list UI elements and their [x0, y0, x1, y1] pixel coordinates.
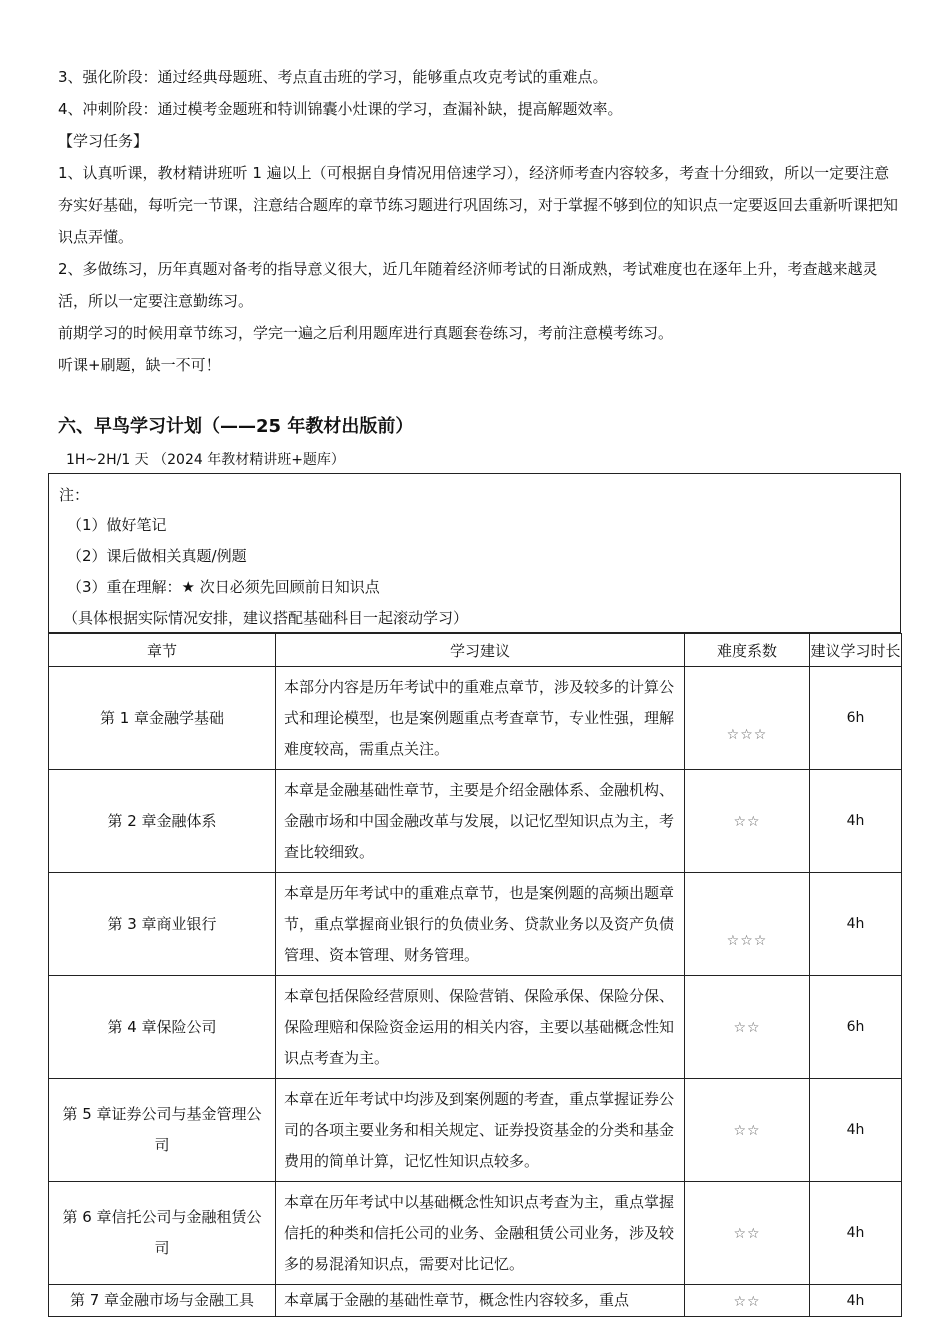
difficulty-stars: ☆☆: [733, 1226, 761, 1242]
hours-cell: 4h: [810, 873, 902, 976]
paragraph-stage-3: 3、强化阶段：通过经典母题班、考点直击班的学习，能够重点攻克考试的重难点。: [58, 68, 608, 86]
study-plan-table: [48, 633, 902, 1317]
table-row: [49, 1285, 902, 1317]
difficulty-stars: ☆☆: [733, 1123, 761, 1139]
difficulty-stars: ☆☆: [733, 1293, 761, 1310]
difficulty-stars: ☆☆☆: [726, 727, 768, 743]
chapter-cell: 第 5 章证券公司与基金管理公司: [49, 1079, 276, 1182]
header-chapter: 章节: [49, 634, 276, 667]
difficulty-stars: ☆☆☆: [726, 933, 768, 949]
chapter-cell: 第 1 章金融学基础: [49, 667, 276, 770]
note-item: （3）重在理解：★ 次日必须先回顾前日知识点: [67, 578, 380, 596]
advice-cell: 本章在历年考试中以基础概念性知识点考查为主，重点掌握信托的种类和信托公司的业务、金融租赁公司业务，涉及较多的易混淆知识点，需要对比记忆。: [276, 1182, 685, 1285]
hours-cell: 4h: [810, 1182, 902, 1285]
table-row: [49, 873, 902, 976]
note-item: （1）做好笔记: [67, 516, 167, 534]
chapter-cell: 第 3 章商业银行: [49, 873, 276, 976]
advice-cell: 本章包括保险经营原则、保险营销、保险承保、保险分保、保险理赔和保险资金运用的相关内容，主要以基础概念性知识点考查为主。: [276, 976, 685, 1079]
table-row: [49, 770, 902, 873]
section-subtitle: 1H~2H/1 天 （2024 年教材精讲班+题库）: [66, 452, 345, 468]
table-row: [49, 1079, 902, 1182]
chapter-cell: 第 6 章信托公司与金融租赁公司: [49, 1182, 276, 1285]
difficulty-cell: [685, 873, 810, 976]
chapter-cell: 第 7 章金融市场与金融工具: [49, 1285, 276, 1317]
table-header-row: [49, 634, 902, 667]
chapter-cell: 第 4 章保险公司: [49, 976, 276, 1079]
difficulty-cell: [685, 770, 810, 873]
note-item: （具体根据实际情况安排，建议搭配基础科目一起滚动学习）: [63, 609, 469, 627]
hours-cell: 4h: [810, 1079, 902, 1182]
advice-cell: 本章在近年考试中均涉及到案例题的考查，重点掌握证券公司的各项主要业务和相关规定、证券投资基金的分类和基金费用的简单计算，记忆性知识点较多。: [276, 1079, 685, 1182]
notes-label: 注：: [59, 486, 90, 504]
hours-cell: 4h: [810, 1285, 902, 1317]
study-tasks-label: 【学习任务】: [58, 132, 149, 150]
table-row: [49, 976, 902, 1079]
paragraph-practice: 前期学习的时候用章节练习，学完一遍之后利用题库进行真题套卷练习，考前注意模考练习。: [58, 324, 674, 342]
header-difficulty: 难度系数: [685, 634, 810, 667]
difficulty-cell: [685, 1079, 810, 1182]
difficulty-cell: [685, 667, 810, 770]
paragraph-task-2: 2、多做练习，历年真题对备考的指导意义很大，近几年随着经济师考试的日渐成熟，考试难度也在逐年上升，考查越来越灵活，所以一定要注意勤练习。: [58, 260, 878, 310]
table-row: [49, 1182, 902, 1285]
advice-cell: 本章属于金融的基础性章节，概念性内容较多，重点: [276, 1285, 685, 1317]
advice-cell: 本章是历年考试中的重难点章节，也是案例题的高频出题章节，重点掌握商业银行的负债业务、贷款业务以及资产负债管理、资本管理、财务管理。: [276, 873, 685, 976]
header-advice: 学习建议: [276, 634, 685, 667]
section-title: 六、早鸟学习计划（——25 年教材出版前）: [58, 416, 414, 437]
paragraph-slogan: 听课+刷题，缺一不可！: [58, 356, 221, 374]
difficulty-stars: ☆☆: [733, 1020, 761, 1036]
hours-cell: 6h: [810, 976, 902, 1079]
difficulty-cell: [685, 976, 810, 1079]
difficulty-stars: ☆☆: [733, 814, 761, 830]
advice-cell: 本章是金融基础性章节，主要是介绍金融体系、金融机构、金融市场和中国金融改革与发展，以记忆型知识点为主，考查比较细致。: [276, 770, 685, 873]
paragraph-stage-4: 4、冲刺阶段：通过模考金题班和特训锦囊小灶课的学习，查漏补缺，提高解题效率。: [58, 100, 623, 118]
header-duration: 建议学习时长: [810, 634, 902, 667]
hours-cell: 6h: [810, 667, 902, 770]
hours-cell: 4h: [810, 770, 902, 873]
advice-cell: 本部分内容是历年考试中的重难点章节，涉及较多的计算公式和理论模型，也是案例题重点考查章节，专业性强，理解难度较高，需重点关注。: [276, 667, 685, 770]
note-item: （2）课后做相关真题/例题: [67, 547, 247, 565]
notes-box: [48, 473, 901, 633]
difficulty-cell: [685, 1285, 810, 1317]
table-row: [49, 667, 902, 770]
difficulty-cell: [685, 1182, 810, 1285]
paragraph-task-1: 1、认真听课，教材精讲班听 1 遍以上（可根据自身情况用倍速学习），经济师考查内容较多，考查十分细致，所以一定要注意夯实好基础，每听完一节课，注意结合题库的章节练习题进行巩固练习，对于掌握不够到位的知识点一定要返回去重新听课把知识点弄懂。: [58, 164, 899, 246]
chapter-cell: 第 2 章金融体系: [49, 770, 276, 873]
